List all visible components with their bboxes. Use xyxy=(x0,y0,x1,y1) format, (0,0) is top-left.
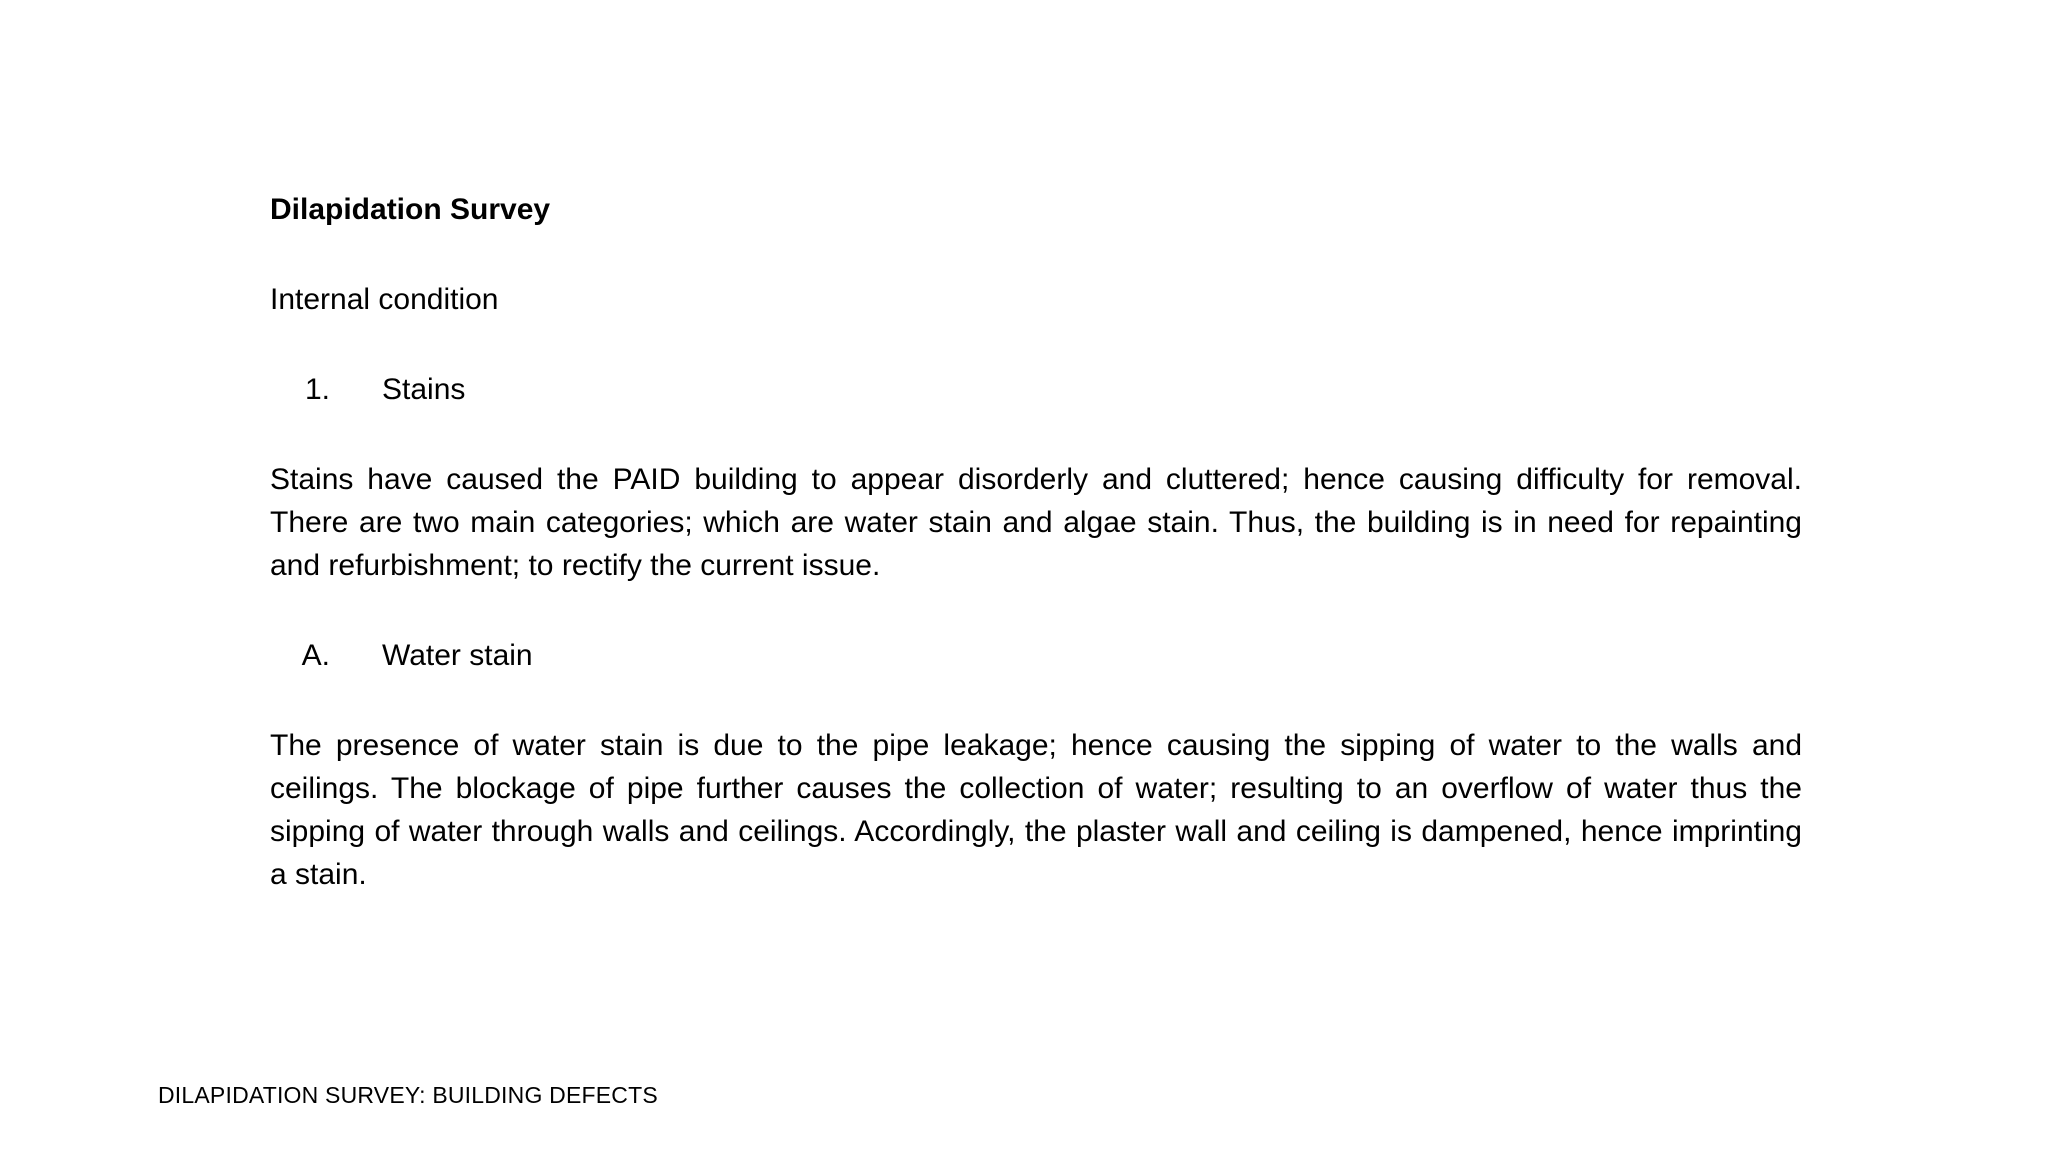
water-stain-paragraph: The presence of water stain is due to the pipe leakage; hence causing the sipping of water to the walls and ceilings. The blockage of pipe further causes the collection of water; resulting to an overflow of water thus the sipping of water through walls and ceilings. Accordingly, the plaster wall and ceiling is dampened, hence imprinting a stain. xyxy=(270,729,1802,891)
list-marker: 1. xyxy=(304,373,330,406)
list-item-water-stain xyxy=(270,634,1802,677)
list-heading-text: Stains xyxy=(382,373,466,406)
list-marker: A. xyxy=(301,639,330,672)
document-body xyxy=(270,188,1802,896)
list-heading-text: Water stain xyxy=(382,639,533,672)
list-item-stains xyxy=(270,368,1802,411)
section-heading: Internal condition xyxy=(270,283,499,316)
document-title: Dilapidation Survey xyxy=(270,193,551,226)
stains-paragraph: Stains have caused the PAID building to appear disorderly and cluttered; hence causing difficulty for removal. There are two main categories; which are water stain and algae stain. Thus, the building is in need for repainting and refurbishment; to rectify the current issue. xyxy=(270,463,1802,582)
page-footer: DILAPIDATION SURVEY: BUILDING DEFECTS xyxy=(158,1082,658,1108)
